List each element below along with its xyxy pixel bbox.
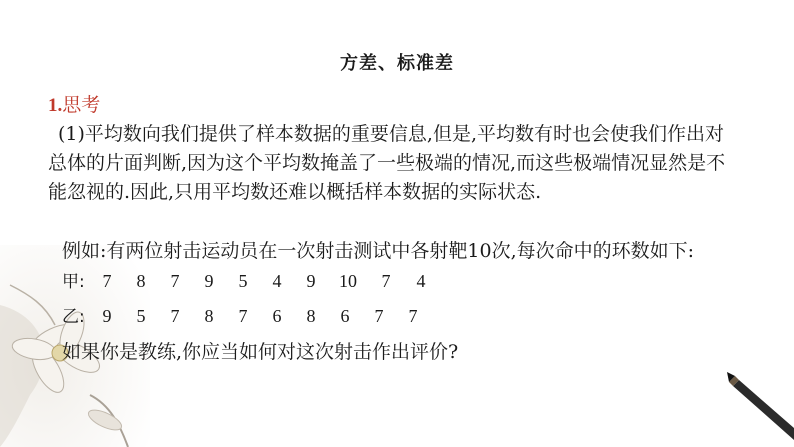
score-value: 5: [238, 271, 248, 291]
section-heading: [48, 90, 100, 117]
example-text: 例如:有两位射击运动员在一次射击测试中各射靶10次,每次命中的环数如下:: [62, 240, 695, 262]
score-value: 9: [204, 271, 214, 291]
shooter-b-label: 乙:: [62, 307, 85, 327]
shooter-a-row: [62, 267, 438, 292]
page-title: 方差、标准差: [340, 53, 454, 74]
score-value: 7: [170, 306, 180, 326]
score-value: 7: [238, 306, 248, 326]
score-value: 7: [381, 271, 391, 291]
paragraph-line: 总体的片面判断,因为这个平均数掩盖了一些极端的情况,而这些极端情况显然是不: [48, 152, 726, 174]
score-value: 4: [416, 271, 426, 291]
score-value: 6: [272, 306, 282, 326]
score-value: 6: [340, 306, 350, 326]
score-value: 8: [204, 306, 214, 326]
score-value: 8: [306, 306, 316, 326]
paragraph-line: 能忽视的.因此,只用平均数还难以概括样本数据的实际状态.: [48, 181, 542, 203]
score-value: 4: [272, 271, 282, 291]
score-value: 10: [339, 271, 357, 291]
shooter-b-row: [62, 302, 430, 327]
score-value: 8: [136, 271, 146, 291]
brush-icon: [725, 370, 794, 447]
score-value: 7: [170, 271, 180, 291]
score-value: 9: [306, 271, 316, 291]
paragraph: [48, 120, 748, 207]
question-text: 如果你是教练,你应当如何对这次射击作出评价?: [62, 341, 459, 363]
section-label: 思考: [62, 94, 101, 116]
score-value: 9: [102, 306, 112, 326]
score-value: 7: [408, 306, 418, 326]
score-value: 7: [102, 271, 112, 291]
section-number: 1.: [48, 95, 63, 116]
score-value: 7: [374, 306, 384, 326]
score-value: 5: [136, 306, 146, 326]
paragraph-line: (1)平均数向我们提供了样本数据的重要信息,但是,平均数有时也会使我们作出对: [58, 123, 724, 145]
shooter-a-label: 甲:: [62, 272, 85, 292]
